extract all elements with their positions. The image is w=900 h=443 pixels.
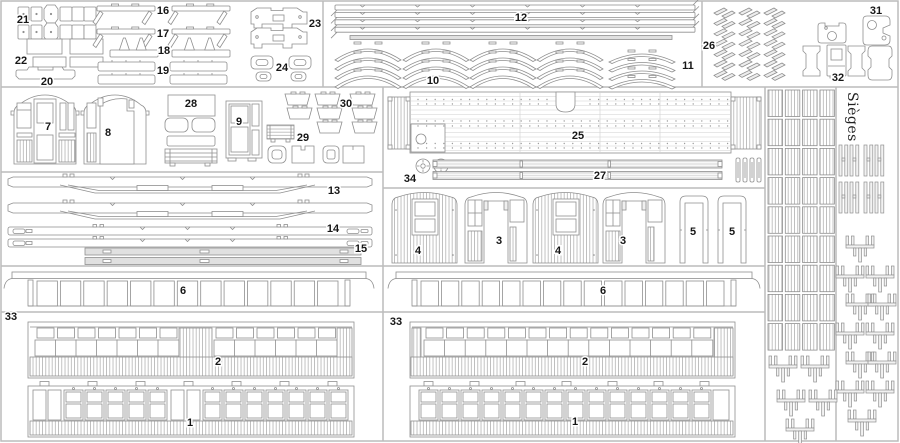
part-9 bbox=[226, 101, 262, 161]
part-label-11: 11 bbox=[682, 60, 694, 72]
part-30 bbox=[285, 92, 377, 133]
part-31 bbox=[863, 16, 890, 45]
part-label-6: 6 bbox=[599, 285, 607, 297]
part-label-34: 34 bbox=[403, 173, 417, 185]
part-label-24: 24 bbox=[275, 62, 289, 74]
part-label-23: 23 bbox=[308, 18, 322, 30]
part-14 bbox=[8, 225, 372, 248]
part-6-right bbox=[388, 272, 760, 306]
part-label-15: 15 bbox=[354, 243, 368, 255]
part-3-first bbox=[465, 193, 527, 264]
part-21 bbox=[18, 5, 96, 41]
part-label-13: 13 bbox=[327, 185, 341, 197]
part-label-17: 17 bbox=[156, 28, 170, 40]
part-label-29: 29 bbox=[296, 132, 310, 144]
part-22 bbox=[27, 39, 103, 67]
part-label-27: 27 bbox=[593, 170, 607, 182]
part-label-31: 31 bbox=[869, 5, 883, 17]
part-2-left bbox=[28, 322, 354, 378]
part-label-33: 33 bbox=[389, 316, 403, 328]
part-label-18: 18 bbox=[157, 45, 171, 57]
part-label-28: 28 bbox=[184, 98, 198, 110]
part-2-right bbox=[410, 322, 735, 378]
part-label-1: 1 bbox=[571, 416, 579, 428]
part-10 bbox=[335, 42, 603, 89]
part-11 bbox=[609, 50, 675, 89]
part-label-9: 9 bbox=[235, 116, 243, 128]
part-label-22: 22 bbox=[14, 55, 28, 67]
part-label-7: 7 bbox=[44, 121, 52, 133]
part-label-1: 1 bbox=[186, 417, 194, 429]
part-label-33: 33 bbox=[4, 311, 18, 323]
part-label-19: 19 bbox=[156, 65, 170, 77]
part-4-first bbox=[392, 193, 457, 264]
part-label-4: 4 bbox=[554, 245, 562, 257]
part-label-10: 10 bbox=[426, 75, 440, 87]
part-label-3: 3 bbox=[495, 235, 503, 247]
part-1-right bbox=[410, 382, 735, 438]
part-label-2: 2 bbox=[581, 356, 589, 368]
part-label-25: 25 bbox=[571, 130, 585, 142]
seats-section-title: Sièges bbox=[844, 92, 860, 142]
part-label-3: 3 bbox=[619, 235, 627, 247]
part-23 bbox=[251, 8, 307, 48]
part-label-4: 4 bbox=[414, 245, 422, 257]
part-label-5: 5 bbox=[728, 226, 736, 238]
part-label-32: 32 bbox=[831, 72, 845, 84]
part-label-5: 5 bbox=[689, 226, 697, 238]
part-label-2: 2 bbox=[214, 356, 222, 368]
seat-cushions bbox=[768, 90, 834, 350]
part-label-26: 26 bbox=[702, 40, 716, 52]
part-label-8: 8 bbox=[104, 127, 112, 139]
part-4-second bbox=[533, 193, 598, 264]
part-8 bbox=[81, 95, 149, 164]
part-25 bbox=[388, 92, 761, 153]
part-13 bbox=[8, 174, 372, 219]
part-label-14: 14 bbox=[326, 223, 340, 235]
part-label-30: 30 bbox=[339, 98, 353, 110]
part-6-left bbox=[4, 272, 374, 306]
part-label-21: 21 bbox=[16, 14, 30, 26]
part-26 bbox=[714, 8, 785, 80]
part-29 bbox=[267, 125, 364, 163]
part-15 bbox=[85, 248, 361, 265]
part-label-16: 16 bbox=[156, 5, 170, 17]
part-label-6: 6 bbox=[179, 285, 187, 297]
part-label-12: 12 bbox=[514, 12, 528, 24]
part-3-second bbox=[603, 193, 665, 264]
part-label-20: 20 bbox=[40, 76, 54, 88]
